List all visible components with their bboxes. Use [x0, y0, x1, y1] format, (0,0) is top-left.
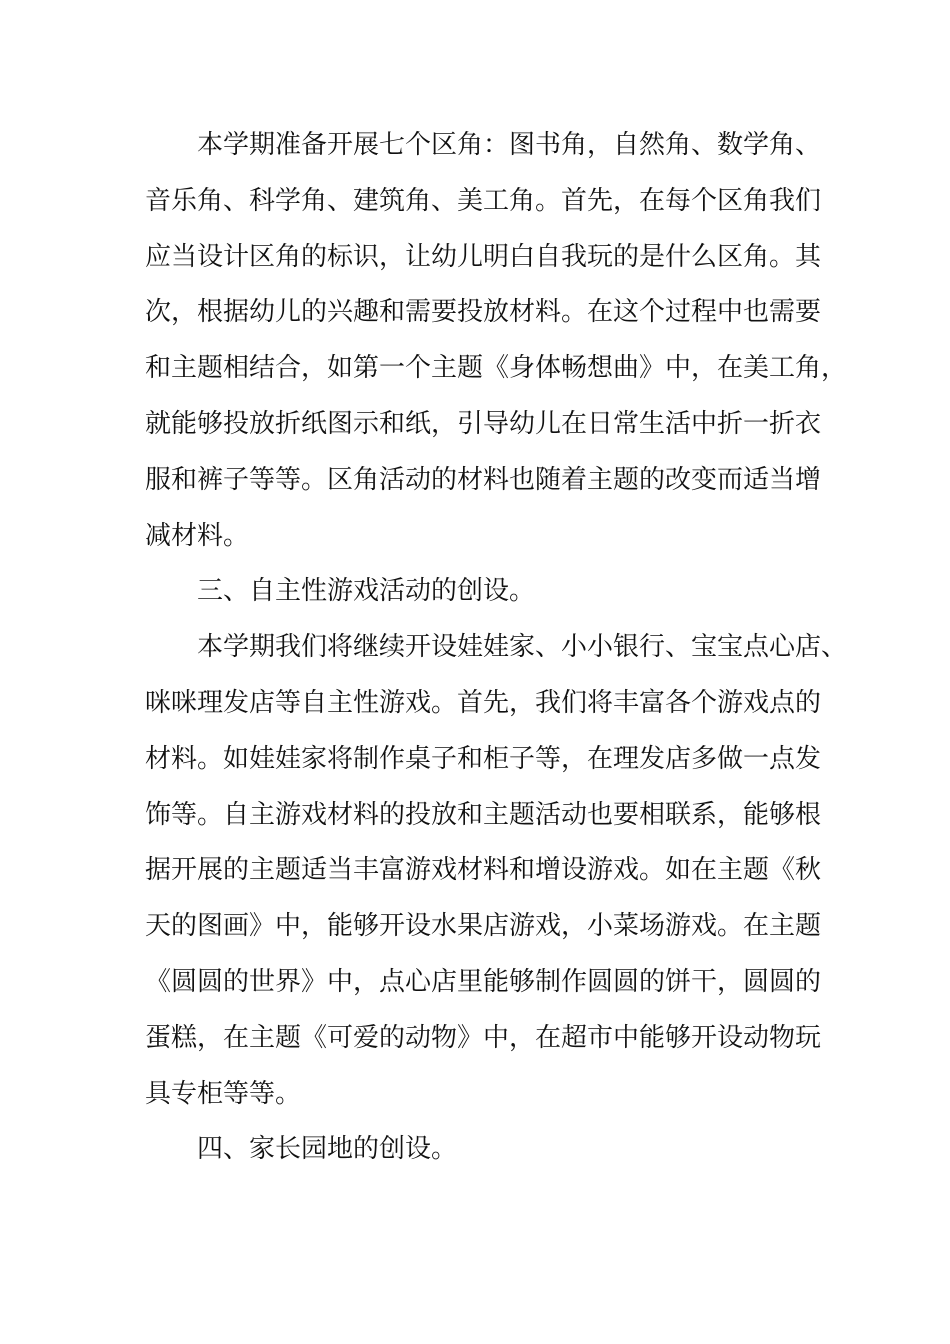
- paragraph-2-line-1: 本学期我们将继续开设娃娃家、小小银行、宝宝点心店、: [197, 632, 848, 663]
- paragraph-2-line-5: 据开展的主题适当丰富游戏材料和增设游戏。如在主题《秋: [145, 855, 822, 886]
- section-heading-3: 三、自主性游戏活动的创设。: [197, 576, 536, 607]
- paragraph-2-line-9: 具专柜等等。: [145, 1078, 302, 1109]
- paragraph-2-line-4: 饰等。自主游戏材料的投放和主题活动也要相联系，能够根: [145, 799, 822, 830]
- paragraph-2-line-2: 咪咪理发店等自主性游戏。首先，我们将丰富各个游戏点的: [145, 687, 822, 718]
- paragraph-2-line-8: 蛋糕，在主题《可爱的动物》中，在超市中能够开设动物玩: [145, 1022, 822, 1053]
- paragraph-1-line-1: 本学期准备开展七个区角：图书角，自然角、数学角、: [197, 130, 822, 160]
- paragraph-2-line-3: 材料。如娃娃家将制作桌子和柜子等，在理发店多做一点发: [145, 743, 822, 774]
- paragraph-2-line-6: 天的图画》中，能够开设水果店游戏，小菜场游戏。在主题: [145, 911, 822, 942]
- paragraph-1-line-5: 和主题相结合，如第一个主题《身体畅想曲》中，在美工角，: [145, 353, 848, 384]
- paragraph-1-line-4: 次，根据幼儿的兴趣和需要投放材料。在这个过程中也需要: [145, 297, 822, 328]
- paragraph-1-line-2: 音乐角、科学角、建筑角、美工角。首先，在每个区角我们: [145, 185, 822, 216]
- section-heading-4: 四、家长园地的创设。: [197, 1134, 458, 1165]
- paragraph-2-line-7: 《圆圆的世界》中，点心店里能够制作圆圆的饼干，圆圆的: [145, 966, 822, 997]
- paragraph-1-line-7: 服和裤子等等。区角活动的材料也随着主题的改变而适当增: [145, 464, 822, 495]
- document-body: [145, 118, 848, 1178]
- paragraph-1-line-8: 减材料。: [145, 520, 250, 551]
- paragraph-1-line-6: 就能够投放折纸图示和纸，引导幼儿在日常生活中折一折衣: [145, 408, 822, 439]
- paragraph-1-line-3: 应当设计区角的标识，让幼儿明白自我玩的是什么区角。其: [145, 241, 822, 272]
